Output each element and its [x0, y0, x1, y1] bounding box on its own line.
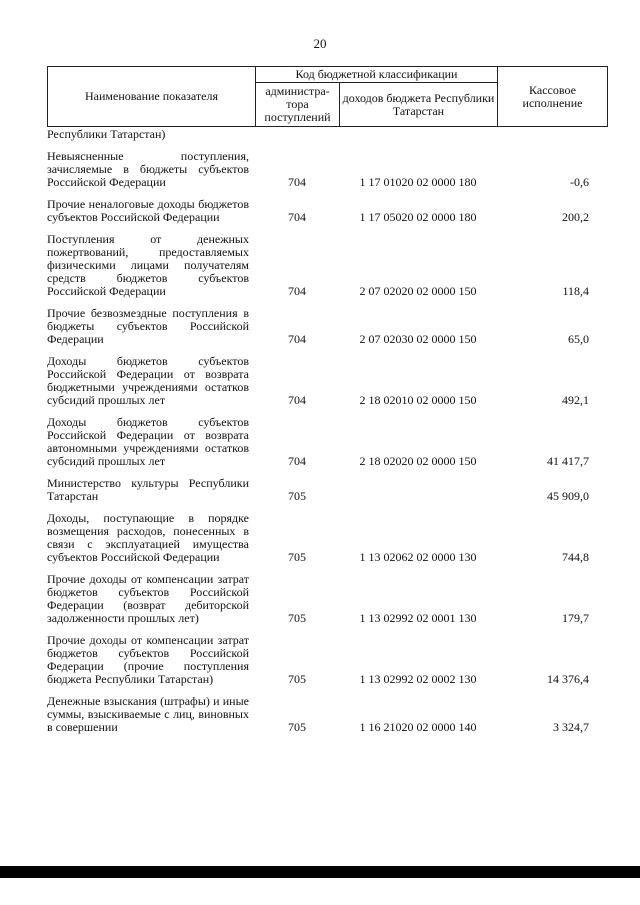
row-revenue-code: 2 07 02030 02 0000 150: [359, 332, 477, 346]
row-amount: 41 417,7: [547, 454, 589, 468]
header-revenue-code-column: доходов бюджета Республики Татарстан: [340, 83, 498, 127]
header-admin-column: администра-тора поступлений: [256, 83, 340, 127]
row-revenue-code: 2 18 02020 02 0000 150: [359, 454, 477, 468]
table-row: [47, 503, 607, 564]
scan-border: [0, 866, 640, 878]
row-name: Поступления от денежных пожертвований, предоставляемых физическими лицами получателям средств бюджетов субъектов Российской Федерации: [47, 232, 249, 298]
row-revenue-code: 2 07 02020 02 0000 150: [359, 284, 477, 298]
table-header: [47, 66, 608, 127]
header-code-group: Код бюджетной классификации: [256, 67, 498, 83]
row-admin-code: 705: [288, 611, 306, 625]
table-row: [47, 141, 607, 189]
row-revenue-code: 2 18 02010 02 0000 150: [359, 393, 477, 407]
row-name: Доходы бюджетов субъектов Российской Федерации от возврата автономными учреждениями остатков субсидий прошлых лет: [47, 415, 249, 468]
table-row: [47, 625, 607, 686]
continuation-text: Республики Татарстан): [47, 127, 166, 141]
page-number: 20: [313, 36, 327, 51]
row-name: Прочие неналоговые доходы бюджетов субъектов Российской Федерации: [47, 197, 249, 224]
row-admin-code: 705: [288, 550, 306, 564]
row-admin-code: 705: [288, 720, 306, 734]
continuation-row: [47, 128, 607, 141]
row-name: Невыясненные поступления, зачисляемые в бюджеты субъектов Российской Федерации: [47, 149, 249, 189]
row-amount: 744,8: [562, 550, 589, 564]
header-name-column: Наименование показателя: [48, 67, 256, 127]
row-amount: -0,6: [570, 175, 589, 189]
table-row: [47, 686, 607, 734]
revenue-table: [47, 128, 607, 734]
row-revenue-code: 1 17 01020 02 0000 180: [359, 175, 477, 189]
row-name: Прочие доходы от компенсации затрат бюджетов субъектов Российской Федерации (прочие поступления бюджета Республики Татарстан): [47, 633, 249, 686]
row-amount: 118,4: [562, 284, 589, 298]
row-amount: 65,0: [568, 332, 589, 346]
row-amount: 45 909,0: [547, 489, 589, 503]
row-revenue-code: 1 13 02992 02 0002 130: [359, 672, 477, 686]
row-name: Доходы, поступающие в порядке возмещения расходов, понесенных в связи с эксплуатацией имущества субъектов Российской Федерации: [47, 511, 249, 564]
header-amount-column: Кассовое исполнение: [498, 67, 608, 127]
row-name: Прочие доходы от компенсации затрат бюджетов субъектов Российской Федерации (возврат дебиторской задолженности прошлых лет): [47, 572, 249, 625]
row-name: Министерство культуры Республики Татарстан: [47, 476, 249, 503]
row-admin-code: 704: [288, 175, 306, 189]
row-amount: 179,7: [562, 611, 589, 625]
row-revenue-code: 1 13 02062 02 0000 130: [359, 550, 477, 564]
table-row: [47, 298, 607, 346]
row-revenue-code: 1 16 21020 02 0000 140: [359, 720, 477, 734]
table-row: [47, 224, 607, 298]
row-revenue-code: 1 17 05020 02 0000 180: [359, 210, 477, 224]
row-admin-code: 704: [288, 393, 306, 407]
row-admin-code: 704: [288, 284, 306, 298]
row-name: Прочие безвозмездные поступления в бюджеты субъектов Российской Федерации: [47, 306, 249, 346]
row-name: Доходы бюджетов субъектов Российской Федерации от возврата бюджетными учреждениями остатков субсидий прошлых лет: [47, 354, 249, 407]
row-admin-code: 704: [288, 210, 306, 224]
table-row: [47, 346, 607, 407]
row-amount: 14 376,4: [547, 672, 589, 686]
row-revenue-code: 1 13 02992 02 0001 130: [359, 611, 477, 625]
table-row: [47, 468, 607, 503]
row-revenue-code: [339, 468, 497, 503]
row-admin-code: 705: [288, 672, 306, 686]
table-row: [47, 564, 607, 625]
row-amount: 492,1: [562, 393, 589, 407]
row-admin-code: 704: [288, 454, 306, 468]
row-admin-code: 705: [288, 489, 306, 503]
table-row: [47, 189, 607, 224]
row-amount: 200,2: [562, 210, 589, 224]
row-name: Денежные взыскания (штрафы) и иные суммы, взыскиваемые с лиц, виновных в совершении: [47, 694, 249, 734]
row-amount: 3 324,7: [553, 720, 589, 734]
row-admin-code: 704: [288, 332, 306, 346]
table-row: [47, 407, 607, 468]
